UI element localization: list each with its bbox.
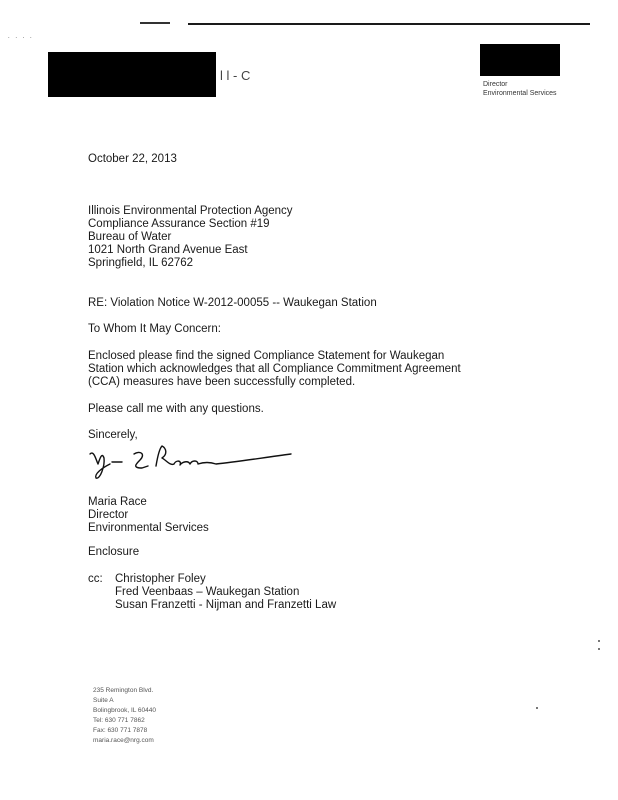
footer-line: maria.race@nrg.com: [93, 737, 154, 744]
cc-list: [115, 573, 336, 612]
salutation: To Whom It May Concern:: [88, 323, 221, 335]
footer-line: 235 Remington Blvd.: [93, 687, 154, 694]
letterhead-title-line: Environmental Services: [483, 90, 557, 97]
address-line: Bureau of Water: [88, 231, 172, 243]
recipient-address: [88, 205, 293, 270]
address-line: Illinois Environmental Protection Agency: [88, 205, 293, 217]
redacted-header-block: [480, 44, 560, 76]
footer-line: Fax: 630 771 7878: [93, 727, 148, 734]
scan-speck: [598, 640, 600, 642]
redacted-logo: [48, 52, 216, 97]
footer-address: [93, 686, 156, 746]
signer-block: [88, 496, 209, 535]
cc-recipient: Fred Veenbaas – Waukegan Station: [115, 586, 300, 598]
corner-mark: . . . .: [8, 34, 34, 40]
signer-title: Director: [88, 509, 129, 521]
letterhead-title-line: Director: [483, 81, 508, 88]
cc-recipient: Christopher Foley: [115, 573, 206, 585]
handwritten-signature: [86, 440, 296, 486]
closing: Sincerely,: [88, 429, 138, 441]
cc-recipient: Susan Franzetti - Nijman and Franzetti Law: [115, 599, 337, 611]
cc-label: cc:: [88, 573, 103, 585]
footer-line: Suite A: [93, 697, 114, 704]
body-paragraph: Enclosed please find the signed Compliance Statement for Waukegan Station which acknowledges that all Compliance Commitment Agreement (CCA) measures have been successfully completed.: [88, 350, 461, 388]
header-rule-fragment: [140, 22, 170, 24]
company-suffix: l l - C: [220, 68, 251, 83]
letter-date: October 22, 2013: [88, 153, 177, 165]
address-line: Compliance Assurance Section #19: [88, 218, 270, 230]
address-line: 1021 North Grand Avenue East: [88, 244, 248, 256]
scan-speck: [598, 648, 600, 650]
letterhead-title: [483, 80, 557, 98]
address-line: Springfield, IL 62762: [88, 257, 194, 269]
scan-speck: [536, 707, 538, 709]
body-paragraph-2: Please call me with any questions.: [88, 403, 264, 415]
enclosure-note: Enclosure: [88, 546, 140, 558]
signer-name: Maria Race: [88, 496, 147, 508]
re-line: RE: Violation Notice W-2012-00055 -- Waukegan Station: [88, 297, 377, 309]
signer-department: Environmental Services: [88, 522, 209, 534]
header-rule: [188, 23, 590, 25]
footer-line: Tel: 630 771 7862: [93, 717, 145, 724]
footer-line: Bolingbrook, IL 60440: [93, 707, 157, 714]
